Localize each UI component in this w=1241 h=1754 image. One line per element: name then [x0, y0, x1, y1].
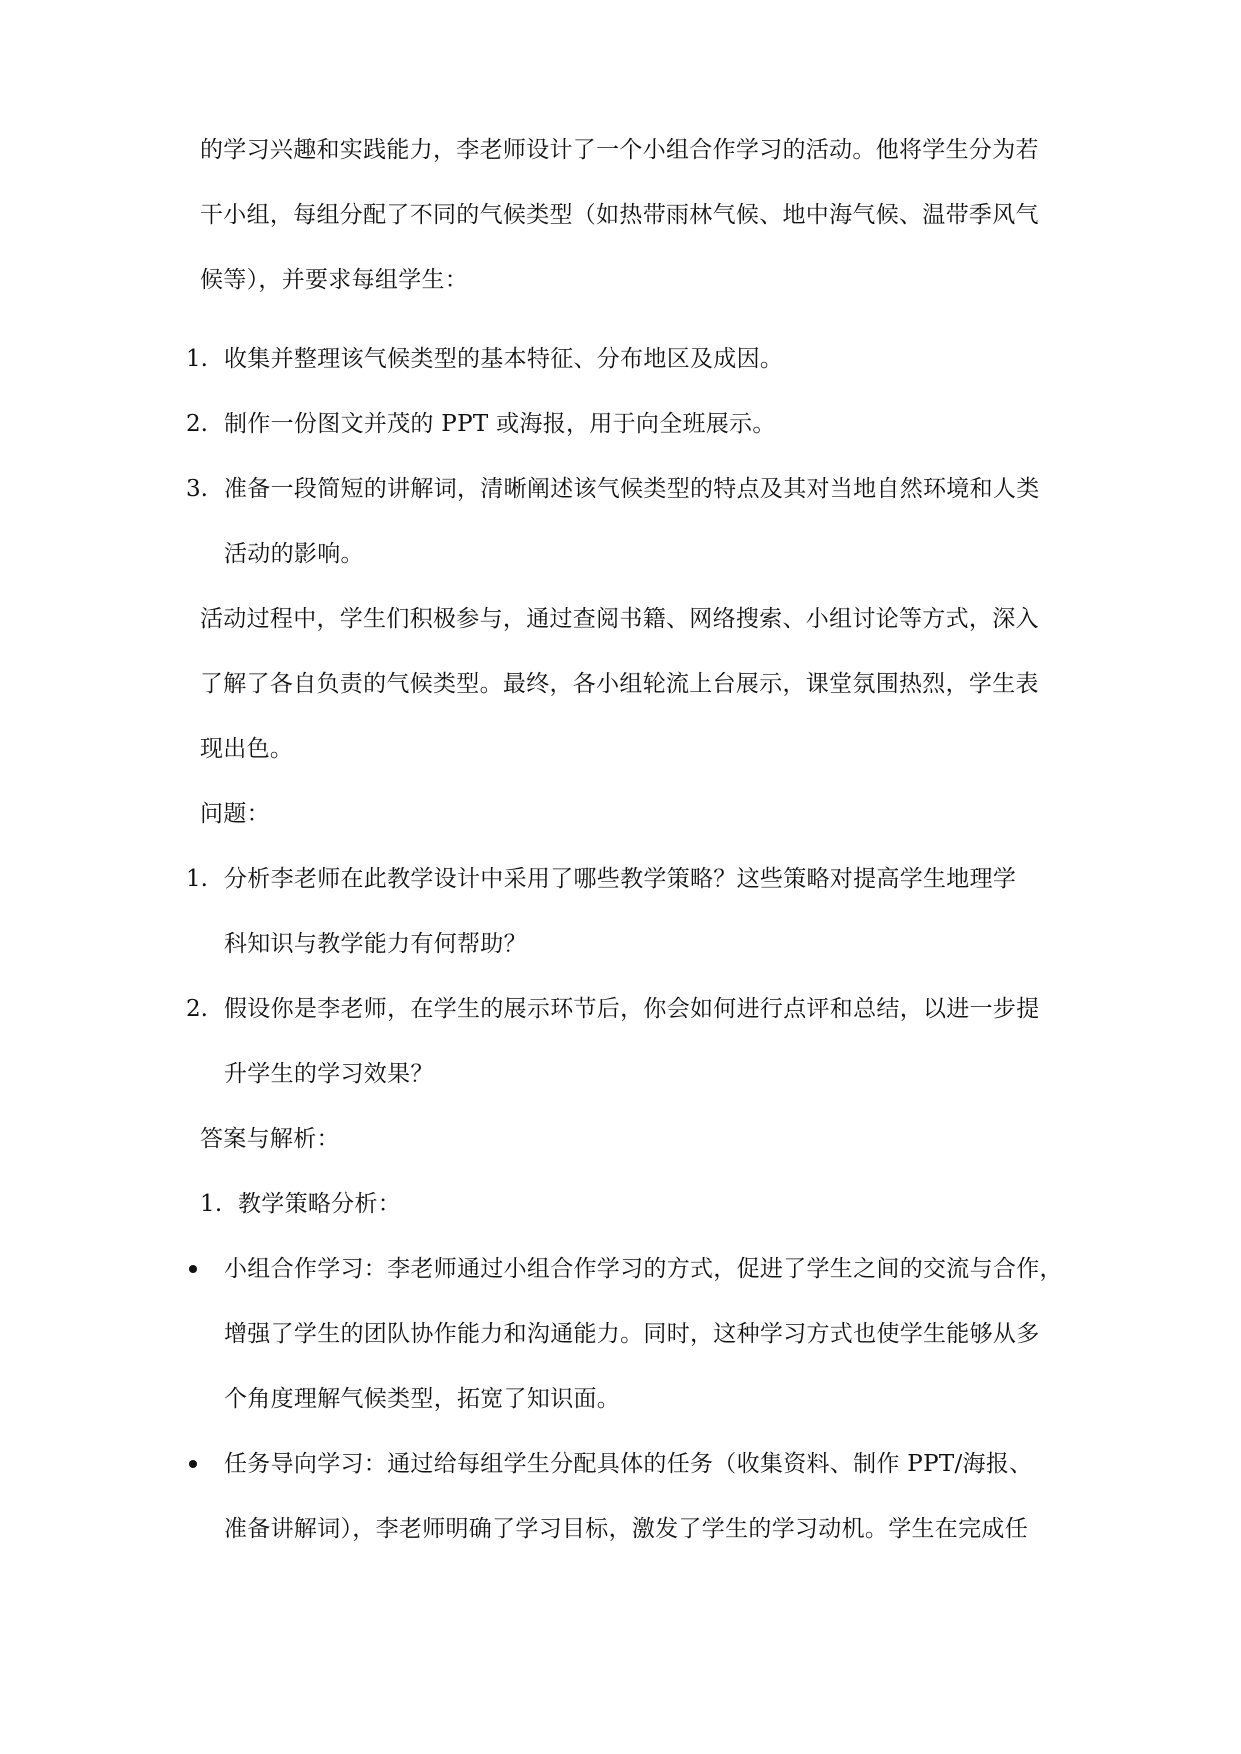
- list-text: 准备一段简短的讲解词，清晰阐述该气候类型的特点及其对当地自然环境和人类: [224, 476, 1040, 502]
- text-line: 的学习兴趣和实践能力，李老师设计了一个小组合作学习的活动。他将学生分为若: [200, 137, 1039, 163]
- list-text: 升学生的学习效果？: [224, 1061, 434, 1087]
- list-number: 1.: [186, 346, 208, 372]
- text-line: 候等），并要求每组学生：: [200, 267, 469, 293]
- section-number: 1.: [200, 1191, 223, 1217]
- list-number: 3.: [186, 476, 208, 502]
- list-text: 科知识与教学能力有何帮助？: [224, 931, 527, 957]
- task-item-2: [186, 392, 1086, 457]
- answer-section-heading: [200, 1172, 401, 1237]
- bullet-dot-icon: [189, 1265, 197, 1273]
- text-line: 活动过程中，学生们积极参与，通过查阅书籍、网络搜索、小组讨论等方式，深入: [200, 606, 1039, 632]
- list-text: 任务导向学习：通过给每组学生分配具体的任务（收集资料、制作 PPT/海报、: [224, 1451, 1033, 1477]
- bullet-item-2: [186, 1432, 1086, 1562]
- intro-paragraph: [200, 118, 1082, 313]
- list-text: 准备讲解词），李老师明确了学习目标，激发了学生的学习动机。学生在完成任: [224, 1516, 1028, 1542]
- task-item-3: [186, 457, 1086, 587]
- section-title: 教学策略分析：: [238, 1191, 402, 1217]
- text-line: 现出色。: [200, 736, 294, 762]
- list-text: 制作一份图文并茂的 PPT 或海报，用于向全班展示。: [224, 411, 776, 437]
- list-text: 收集并整理该气候类型的基本特征、分布地区及成因。: [224, 346, 784, 372]
- questions-heading: 问题：: [200, 801, 270, 827]
- bullet-dot-icon: [189, 1460, 197, 1468]
- list-text: 个角度理解气候类型，拓宽了知识面。: [224, 1386, 621, 1412]
- question-item-1: [186, 847, 1086, 977]
- list-number: 2.: [186, 996, 208, 1022]
- task-item-1: [186, 327, 1086, 392]
- text-line: 了解了各自负责的气候类型。最终，各小组轮流上台展示，课堂氛围热烈，学生表: [200, 671, 1039, 697]
- list-number: 2.: [186, 411, 208, 437]
- list-number: 1.: [186, 866, 208, 892]
- bullet-item-1: [186, 1237, 1086, 1432]
- answer-heading: 答案与解析：: [200, 1126, 340, 1152]
- question-item-2: [186, 977, 1086, 1107]
- list-text: 活动的影响。: [224, 541, 364, 567]
- list-text: 分析李老师在此教学设计中采用了哪些教学策略？这些策略对提高学生地理学: [224, 866, 1017, 892]
- list-text: 假设你是李老师，在学生的展示环节后，你会如何进行点评和总结，以进一步提: [224, 996, 1040, 1022]
- process-paragraph: [200, 587, 1082, 782]
- text-line: 干小组，每组分配了不同的气候类型（如热带雨林气候、地中海气候、温带季风气: [200, 202, 1039, 228]
- list-text: 增强了学生的团队协作能力和沟通能力。同时，这种学习方式也使学生能够从多: [224, 1321, 1040, 1347]
- list-text: 小组合作学习：李老师通过小组合作学习的方式，促进了学生之间的交流与合作，: [224, 1256, 1063, 1282]
